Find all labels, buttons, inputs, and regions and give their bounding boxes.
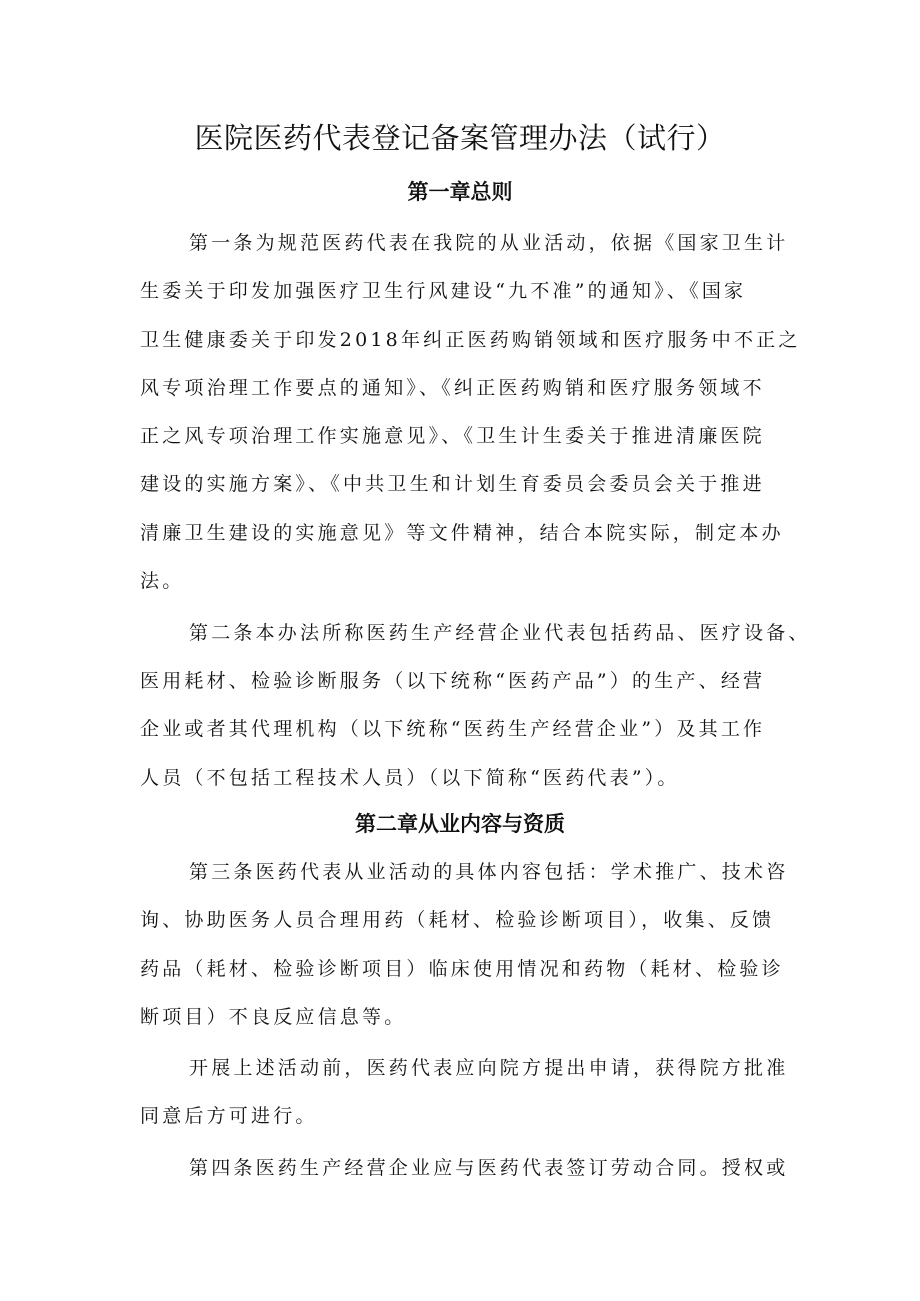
document-title: 医院医药代表登记备案管理办法（试行） xyxy=(194,121,726,155)
article-1-line: 第一条为规范医药代表在我院的从业活动，依据《国家卫生计 xyxy=(189,232,789,254)
article-3-line: 第三条医药代表从业活动的具体内容包括：学术推广、技术咨 xyxy=(189,861,789,883)
article-1-line: 清廉卫生建设的实施意见》等文件精神，结合本院实际，制定本办 xyxy=(140,522,784,544)
article-1-line: 生委关于印发加强医疗卫生行风建设“九不准”的通知》、《国家 xyxy=(140,280,747,302)
article-2-line: 企业或者其代理机构（以下统称“医药生产经营企业”）及其工作 xyxy=(140,718,766,740)
article-2-line: 医用耗材、检验诊断服务（以下统称“医药产品”）的生产、经营 xyxy=(140,670,766,692)
article-2-line: 第二条本办法所称医药生产经营企业代表包括药品、医疗设备、 xyxy=(189,622,811,644)
article-1-line: 卫生健康委关于印发2018年纠正医药购销领域和医疗服务中不正之 xyxy=(140,329,801,351)
article-1-line: 风专项治理工作要点的通知》、《纠正医药购销和医疗服务领域不 xyxy=(140,377,765,399)
chapter-heading: 第一章总则 xyxy=(407,180,513,204)
paragraph-line: 同意后方可进行。 xyxy=(140,1105,318,1127)
article-1-line: 正之风专项治理工作实施意见》、《卫生计生委关于推进清廉医院 xyxy=(140,425,765,447)
chapter-heading: 第二章从业内容与资质 xyxy=(355,812,565,836)
article-4-line: 第四条医药生产经营企业应与医药代表签订劳动合同。授权或 xyxy=(189,1157,789,1179)
article-3-line: 询、协助医务人员合理用药（耗材、检验诊断项目），收集、反馈 xyxy=(140,909,775,931)
article-2-line: 人员（不包括工程技术人员）（以下简称“医药代表”）。 xyxy=(140,767,680,789)
paragraph-line: 开展上述活动前，医药代表应向院方提出申请，获得院方批准 xyxy=(189,1057,789,1079)
article-3-line: 药品（耗材、检验诊断项目）临床使用情况和药物（耗材、检验诊 xyxy=(140,958,784,980)
article-1-line: 法。 xyxy=(140,570,185,592)
article-1-line: 建设的实施方案》、《中共卫生和计划生育委员会委员会关于推进 xyxy=(140,473,765,495)
article-3-line: 断项目）不良反应信息等。 xyxy=(140,1006,407,1028)
